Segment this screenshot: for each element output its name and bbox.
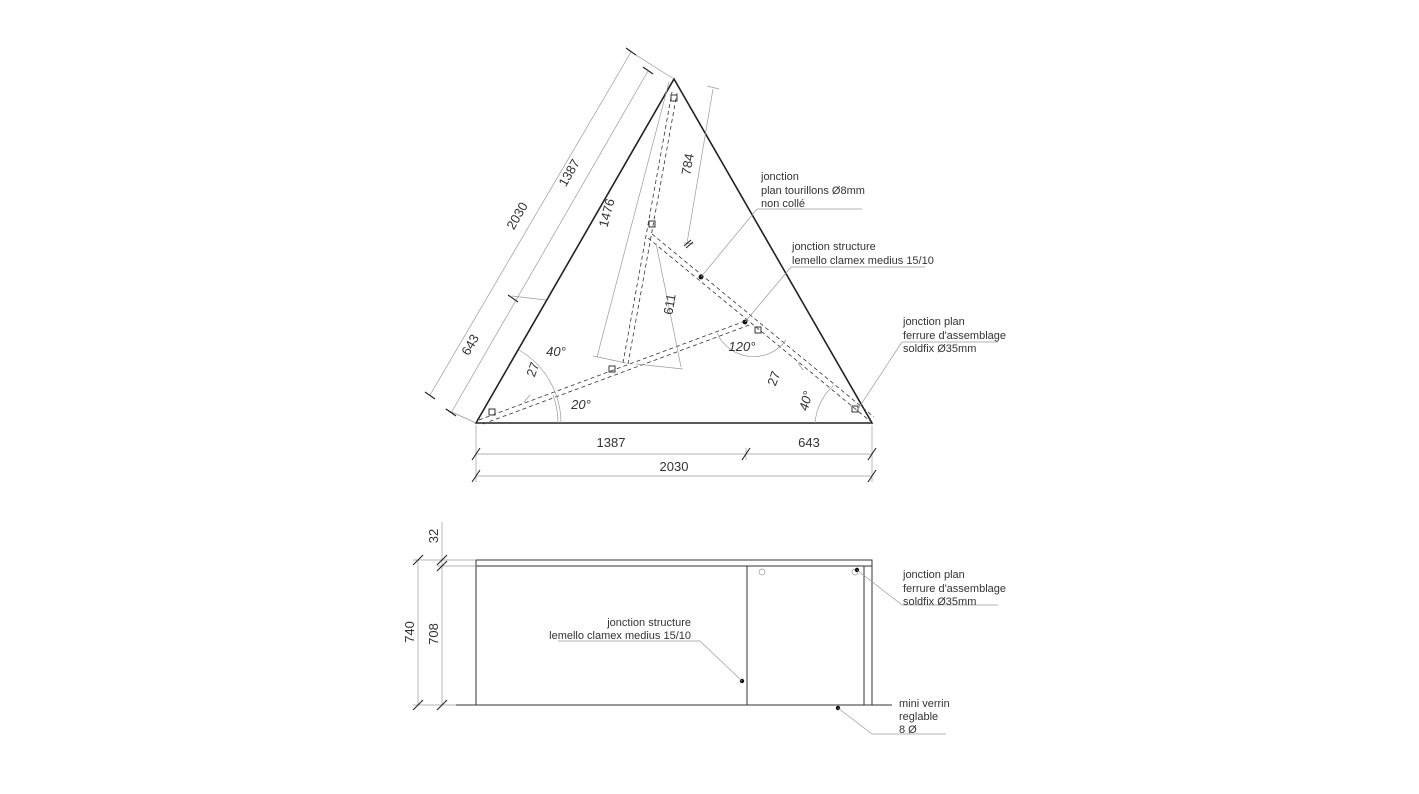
svg-text:jonction structure: jonction structure — [607, 617, 691, 629]
dim-bottom-right: 643 — [798, 435, 820, 450]
svg-text:lemello clamex medius 15/10: lemello clamex medius 15/10 — [792, 255, 934, 267]
svg-text:jonction plan: jonction plan — [903, 316, 965, 328]
inner-dimensions — [524, 82, 806, 402]
dim-upper-right: 784 — [678, 152, 697, 177]
angle-left-inner: 20° — [571, 397, 591, 412]
dim-bottom-left: 1387 — [596, 435, 626, 450]
svg-text:reglable: reglable — [899, 711, 939, 723]
dim-total-height: 740 — [402, 621, 417, 643]
svg-text:jonction: jonction — [761, 171, 799, 183]
svg-text:non collé: non collé — [761, 198, 806, 210]
svg-text:lemello clamex medius 15/10: lemello clamex medius 15/10 — [549, 630, 691, 642]
dim-left-total: 2030 — [503, 199, 531, 233]
note-elev-right-joint — [902, 569, 1006, 608]
plan-view — [425, 48, 1006, 482]
angle-left-outer: 40° — [546, 344, 566, 359]
dim-left-lower: 643 — [458, 331, 483, 358]
offset-right: 27 — [764, 369, 784, 388]
angle-center: 120° — [728, 339, 756, 354]
offset-left: 27 — [523, 360, 543, 379]
dim-body-height: 708 — [426, 623, 441, 645]
note-elev-structure-joint — [549, 617, 691, 642]
svg-text:8 Ø: 8 Ø — [899, 724, 917, 736]
elevation-view — [402, 522, 1006, 736]
elevation-dimensions — [413, 522, 476, 710]
note-plan-right-joint — [902, 316, 1006, 355]
svg-text:jonction structure: jonction structure — [792, 241, 876, 253]
svg-text:plan tourillons Ø8mm: plan tourillons Ø8mm — [761, 185, 865, 197]
elevation-top — [476, 560, 872, 566]
dim-top-thickness: 32 — [426, 528, 441, 544]
angle-right: 40° — [795, 389, 816, 413]
svg-text:ferrure d'assemblage: ferrure d'assemblage — [903, 583, 1006, 595]
dim-bottom-total: 2030 — [659, 459, 689, 474]
svg-text:soldfix Ø35mm: soldfix Ø35mm — [903, 343, 977, 355]
dim-short-member: 611 — [660, 292, 679, 316]
dim-long-member: 1476 — [595, 196, 618, 229]
dim-left-upper: 1387 — [555, 156, 583, 190]
note-plan-structure-joint — [791, 241, 934, 267]
svg-text:jonction plan: jonction plan — [903, 569, 965, 581]
note-plan-top-joint — [760, 171, 865, 210]
svg-text:soldfix Ø35mm: soldfix Ø35mm — [903, 596, 977, 608]
svg-text:ferrure d'assemblage: ferrure d'assemblage — [903, 330, 1006, 342]
note-elev-foot — [899, 698, 950, 736]
svg-text:mini verrin: mini verrin — [899, 698, 950, 710]
plan-leaders — [701, 209, 998, 412]
